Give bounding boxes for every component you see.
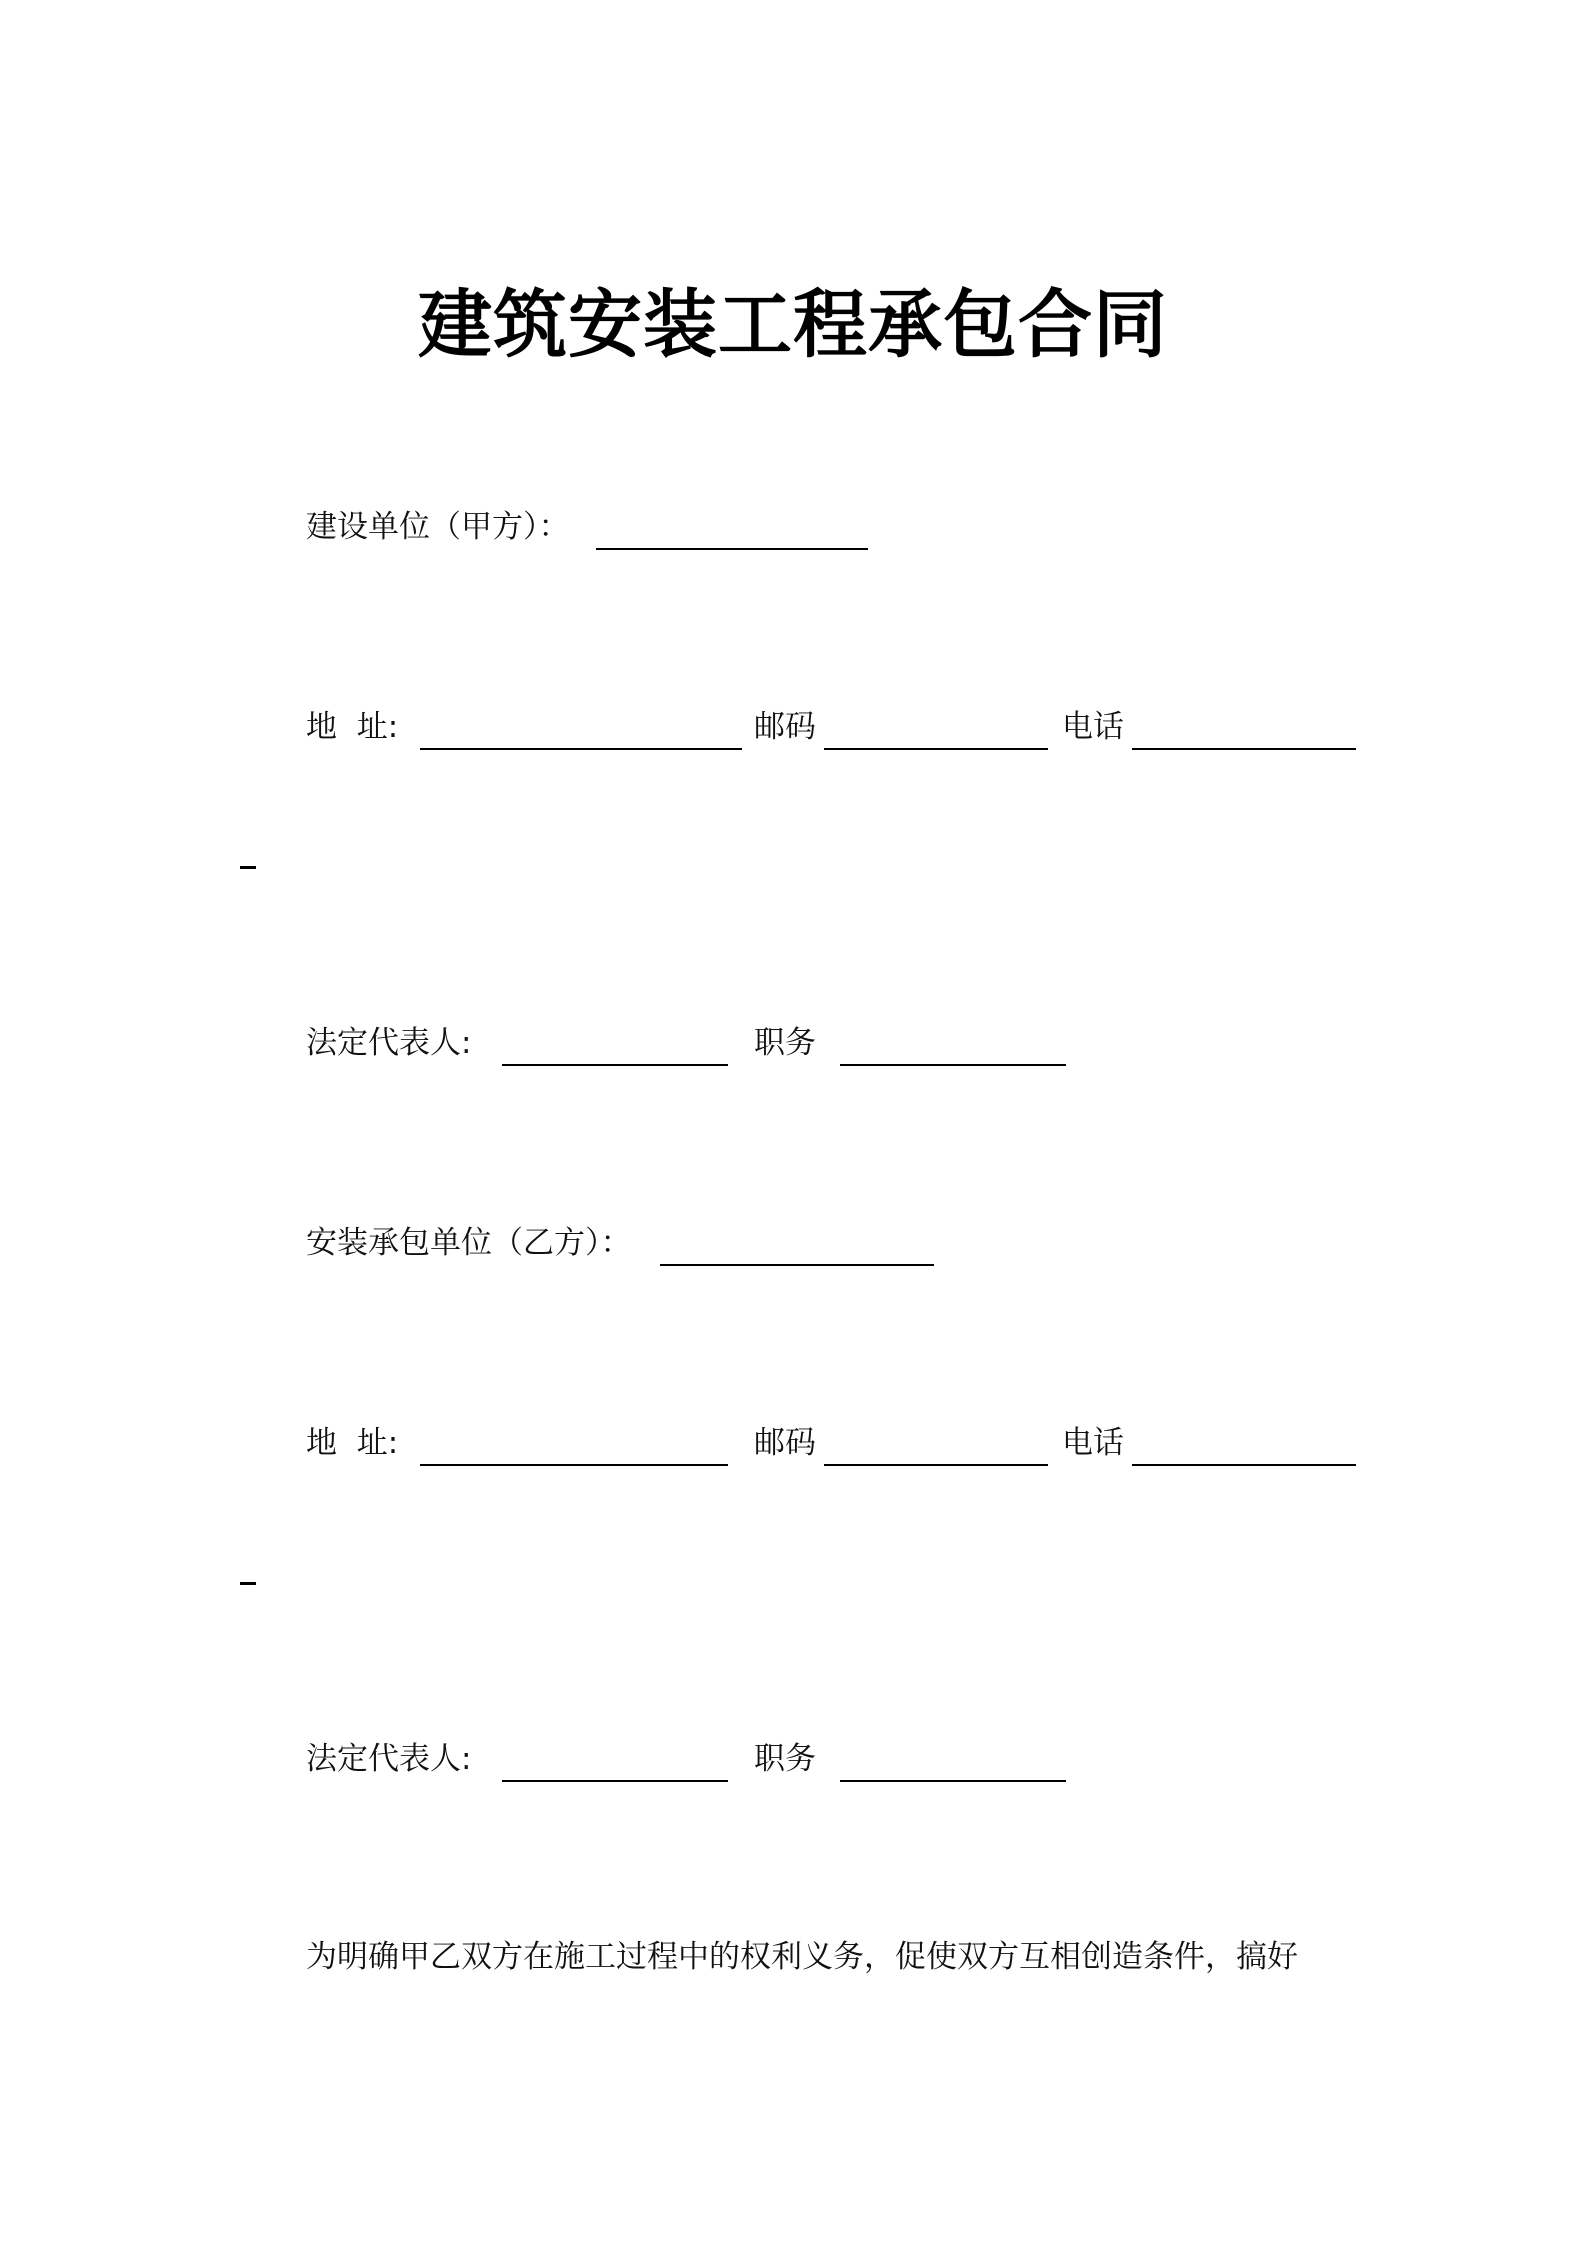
party-a-unit-blank (596, 548, 868, 550)
party-b-address-blank (420, 1464, 728, 1466)
party-b-rep-blank (502, 1780, 728, 1782)
party-b-unit-blank (660, 1264, 934, 1266)
party-a-rep-label: 法定代表人: (306, 1025, 472, 1061)
party-a-position-blank (840, 1064, 1066, 1066)
party-b-position-label: 职务 (754, 1741, 816, 1777)
party-b-unit-label: 安装承包单位（乙方）： (306, 1225, 632, 1261)
dash-mark (240, 1582, 256, 1585)
party-b-position-blank (840, 1780, 1066, 1782)
party-b-rep-label: 法定代表人: (306, 1741, 472, 1777)
party-b-postcode-blank (824, 1464, 1048, 1466)
party-b-phone-label: 电话 (1062, 1425, 1124, 1461)
party-b-postcode-label: 邮码 (754, 1425, 816, 1461)
intro-paragraph: 为明确甲乙双方在施工过程中的权利义务，促使双方互相创造条件，搞好 (306, 1939, 1298, 1975)
party-a-address-blank (420, 748, 742, 750)
dash-mark (240, 866, 256, 869)
party-a-postcode-blank (824, 748, 1048, 750)
party-b-phone-blank (1132, 1464, 1356, 1466)
party-a-rep-blank (502, 1064, 728, 1066)
party-a-phone-blank (1132, 748, 1356, 750)
party-a-address-label: 地 址: (306, 709, 399, 745)
party-a-position-label: 职务 (754, 1025, 816, 1061)
party-a-postcode-label: 邮码 (754, 709, 816, 745)
party-a-phone-label: 电话 (1062, 709, 1124, 745)
party-b-address-label: 地 址: (306, 1425, 399, 1461)
party-a-unit-label: 建设单位（甲方）： (306, 509, 570, 545)
contract-title: 建筑安装工程承包合同 (418, 282, 1168, 368)
